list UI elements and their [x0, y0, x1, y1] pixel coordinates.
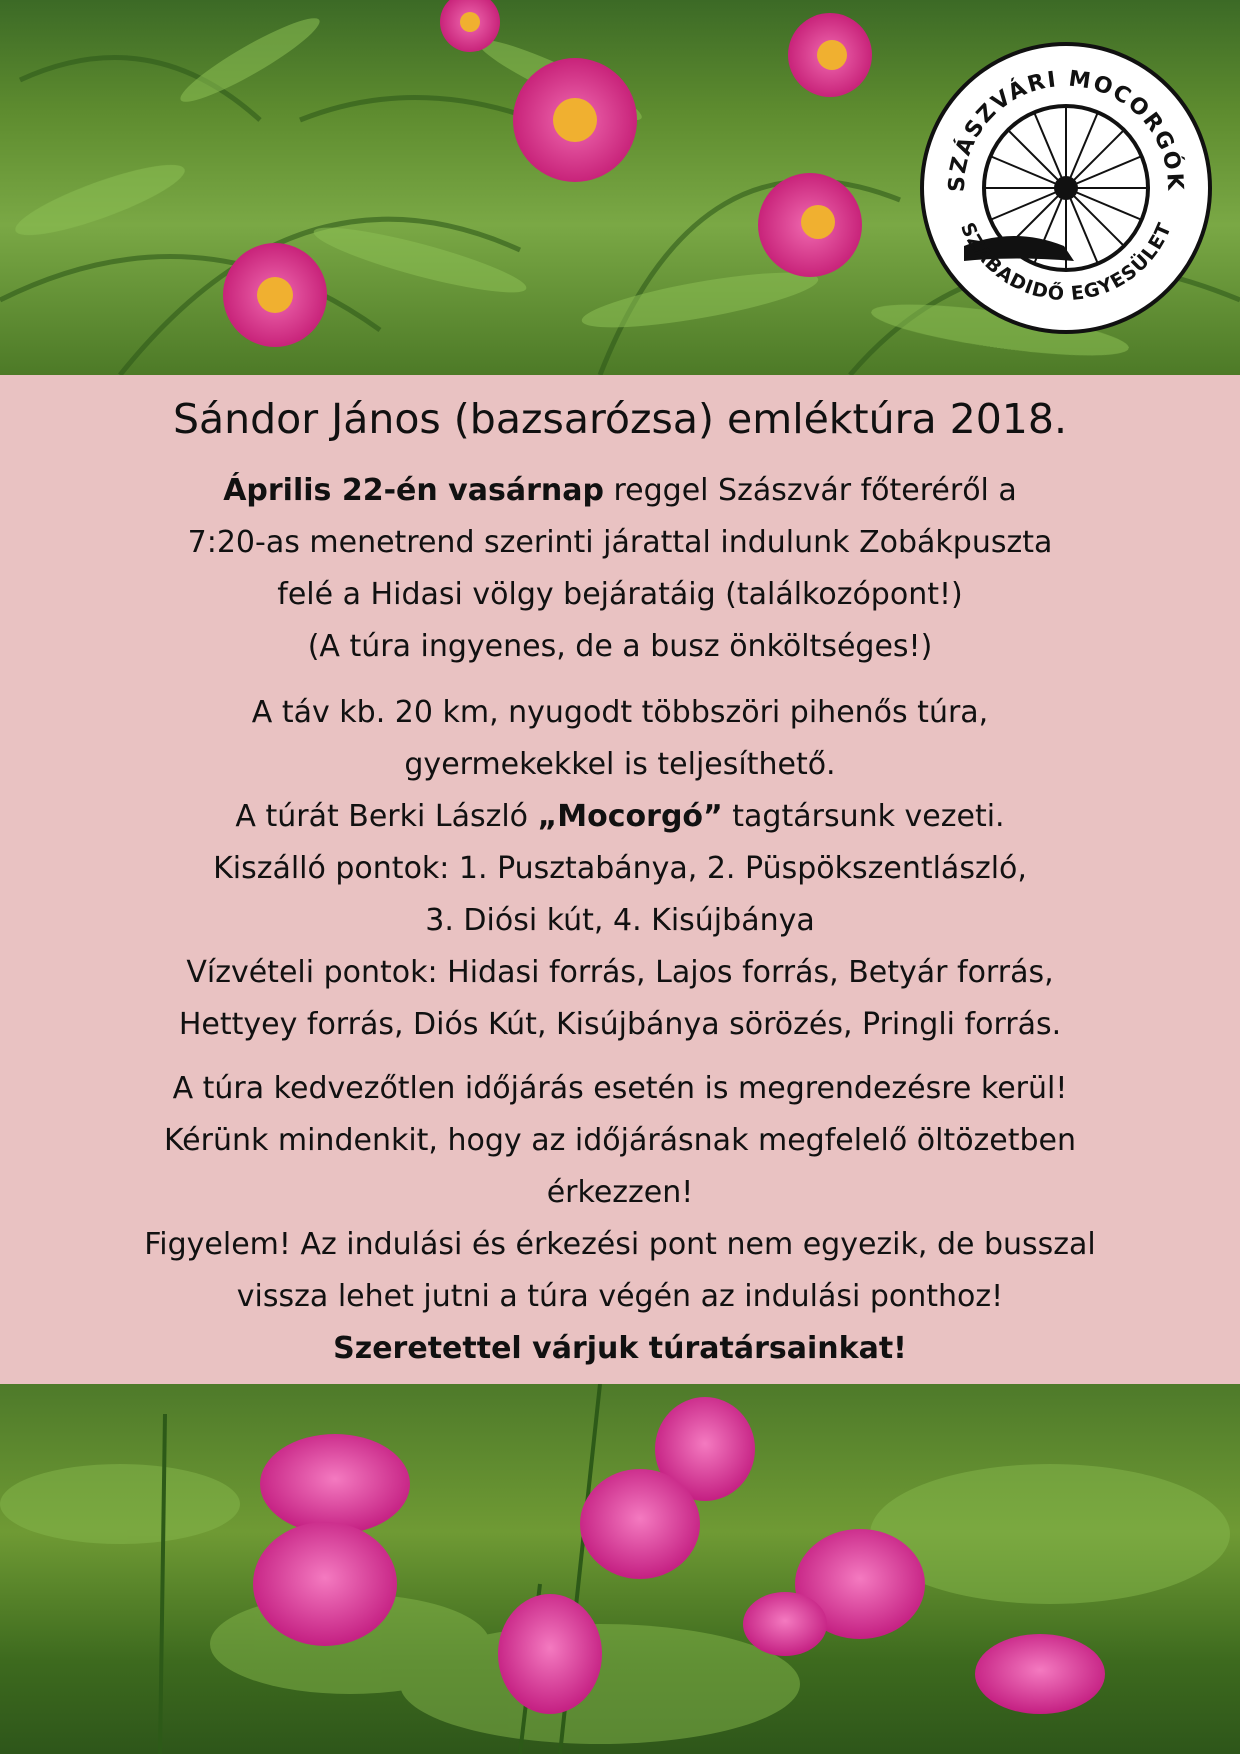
para1-line1-rest: reggel Szászvár főteréről a [603, 473, 1017, 508]
bottom-peony-8 [975, 1634, 1105, 1714]
para2-line5: 3. Diósi kút, 4. Kisújbánya [425, 903, 815, 938]
bottom-photo-art [0, 1384, 1240, 1754]
para2-line3 [40, 791, 1200, 843]
bottom-peony-7 [743, 1592, 827, 1656]
top-peony-3 [758, 173, 862, 277]
para3-line1: A túra kedvezőtlen időjárás esetén is megrendezésre kerül! [172, 1071, 1068, 1106]
para2-line2: gyermekekkel is teljesíthető. [404, 747, 836, 782]
logo-top-text: SZÁSZVÁRI MOCORGÓK [944, 66, 1188, 193]
top-peony-photo [0, 0, 1240, 375]
text-panel [0, 375, 1240, 1384]
guide-nickname: „Mocorgó” [537, 799, 723, 834]
para1-line1 [40, 465, 1200, 517]
club-logo [920, 42, 1212, 334]
para2-line1: A táv kb. 20 km, nyugodt többszöri pihenős túra, [251, 695, 989, 730]
top-peony-1 [513, 58, 637, 182]
para3-line3: érkezzen! [546, 1175, 694, 1210]
paragraph-departure [40, 465, 1200, 673]
paragraph-route [40, 687, 1200, 1051]
bottom-peony-4 [580, 1469, 700, 1579]
para3-line2: Kérünk mindenkit, hogy az időjárásnak megfelelő öltözetben [163, 1123, 1077, 1158]
para2-line4: Kiszálló pontok: 1. Pusztabánya, 2. Püspökszentlászló, [213, 851, 1027, 886]
bottom-peony-2 [253, 1522, 397, 1646]
para1-line2: 7:20-as menetrend szerinti járattal indulunk Zobákpuszta [187, 525, 1053, 560]
top-peony-2 [223, 243, 327, 347]
para3-line6 [40, 1323, 1200, 1375]
para3-line5: vissza lehet jutni a túra végén az indulási ponthoz! [236, 1279, 1004, 1314]
bottom-peony-photo [0, 1384, 1240, 1754]
closing-line: Szeretettel várjuk túratársainkat! [333, 1331, 907, 1366]
para1-line3: felé a Hidasi völgy bejáratáig (találkozópont!) [277, 577, 963, 612]
para2-line6: Vízvételi pontok: Hidasi forrás, Lajos forrás, Betyár forrás, [186, 955, 1054, 990]
logo-emblem [924, 46, 1208, 330]
para1-line4: (A túra ingyenes, de a busz önköltséges!) [307, 629, 933, 664]
paragraph-notes [40, 1063, 1200, 1375]
top-peony-4 [788, 13, 872, 97]
logo-bottom-text: SZABADIDŐ EGYESÜLET [955, 219, 1177, 306]
para2-line7: Hettyey forrás, Diós Kút, Kisújbánya sörözés, Pringli forrás. [178, 1007, 1062, 1042]
para3-line4: Figyelem! Az indulási és érkezési pont nem egyezik, de busszal [144, 1227, 1096, 1262]
page-title: Sándor János (bazsarózsa) emléktúra 2018. [172, 395, 1067, 443]
date-highlight: Április 22-én vasárnap [223, 473, 604, 508]
para2-line3-post: tagtársunk vezeti. [722, 799, 1005, 834]
bottom-peony-1 [260, 1434, 410, 1534]
bottom-peony-5 [498, 1594, 602, 1714]
para2-line3-pre: A túrát Berki László [235, 799, 538, 834]
